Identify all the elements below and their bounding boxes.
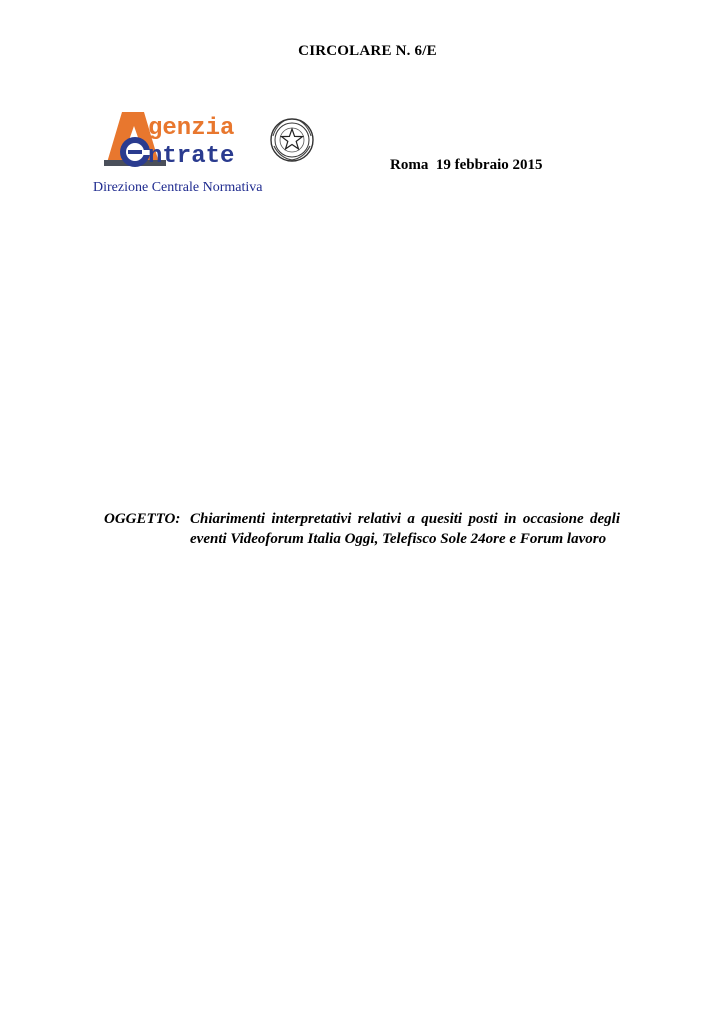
agenzia-entrate-logo	[104, 108, 320, 174]
circular-title	[0, 43, 725, 60]
date-line: Roma 19 febbraio 2015	[390, 157, 543, 173]
subject-text: Chiarimenti interpretativi relativi a quesiti posti in occasione degli eventi Videoforum Italia Oggi, Telefisco Sole 24ore e Forum lavoro	[190, 511, 620, 547]
circular-title-text: CIRCOLARE N. 6/E	[298, 43, 437, 59]
logo-wordmark-line2: ntrate	[148, 143, 235, 170]
italian-republic-emblem-icon	[271, 119, 313, 161]
logo-wordmark-line1: genzia	[148, 115, 235, 142]
subject-label: OGGETTO:	[104, 511, 181, 527]
department-name: Direzione Centrale Normativa	[93, 180, 263, 195]
